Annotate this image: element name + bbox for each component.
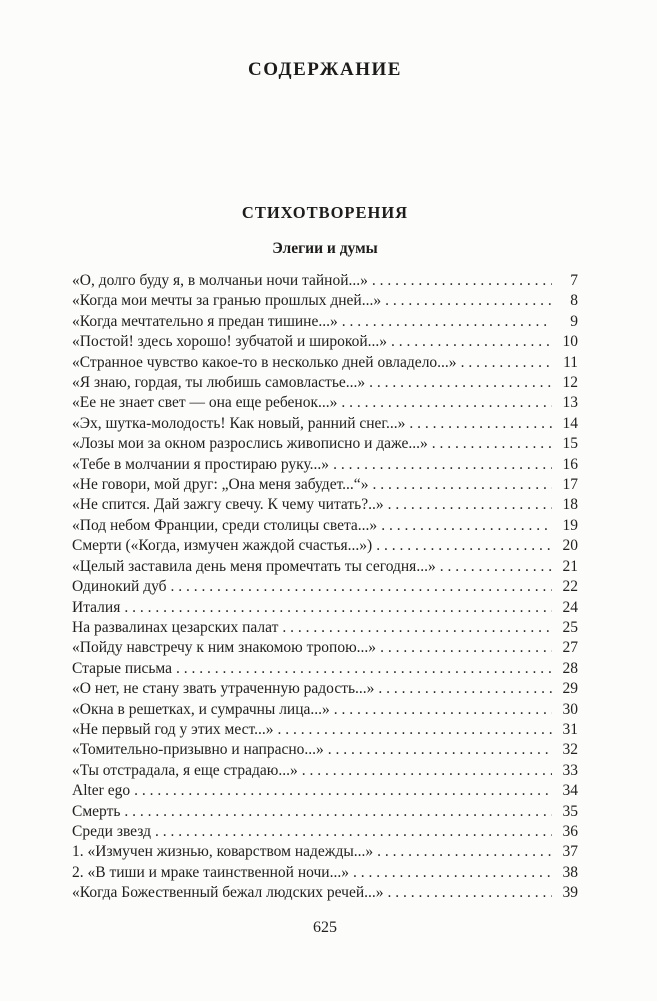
toc-entry [72, 495, 578, 515]
toc-entry-title: «Ее не знает свет — она еще ребенок...» [72, 394, 338, 412]
toc-entry-title: «Целый заставила день меня промечтать ты сегодня...» [72, 557, 436, 575]
toc-entry-title: Италия [72, 598, 121, 616]
toc-entry-title: «Странное чувство какое-то в несколько дней овладело...» [72, 353, 457, 371]
dot-leader [388, 883, 553, 903]
toc-entry [72, 598, 578, 618]
subsection-heading: Элегии и думы [272, 240, 378, 257]
toc-entry-title: «Постой! здесь хорошо! зубчатой и широкой...» [72, 333, 388, 351]
toc-entry-title: На развалинах цезарских палат [72, 618, 279, 636]
toc-entry [72, 781, 578, 801]
toc-entry-page: 17 [562, 476, 578, 494]
toc-entry-title: «Лозы мои за окном разрослись живописно и даже...» [72, 435, 428, 453]
toc-entry-title: «Под небом Франции, среди столицы света...» [72, 516, 378, 534]
toc-entry [72, 761, 578, 781]
toc-entry-page: 11 [563, 353, 578, 371]
toc-entry [72, 659, 578, 679]
toc-entry [72, 802, 578, 822]
toc-entry [72, 842, 578, 862]
dot-leader [381, 516, 552, 536]
toc-entry-title: 2. «В тиши и мраке таинственной ночи...» [72, 863, 349, 881]
toc-entry-title: «Когда мои мечты за гранью прошлых дней...» [72, 292, 382, 310]
toc-entry-page: 27 [562, 639, 578, 657]
toc-entry [72, 332, 578, 352]
dot-leader [372, 271, 552, 291]
toc-entry [72, 414, 578, 434]
toc-entry-page: 20 [562, 537, 578, 555]
toc-entry-title: «Пойду навстречу к ним знакомою тропою...» [72, 639, 377, 657]
dot-leader [176, 659, 552, 679]
dot-leader [385, 291, 552, 311]
dot-leader [377, 842, 552, 862]
toc-entry-title: Среди звезд [72, 822, 151, 840]
dot-leader [328, 740, 552, 760]
dot-leader [440, 557, 552, 577]
dot-leader [155, 822, 552, 842]
dot-leader [376, 536, 552, 556]
toc-entry [72, 312, 578, 332]
section-heading: СТИХОТВОРЕНИЯ [241, 203, 409, 222]
toc-entry [72, 475, 578, 495]
toc-entry-page: 25 [562, 618, 578, 636]
toc-entry [72, 638, 578, 658]
dot-leader [432, 434, 552, 454]
toc-entry-title: «Не первый год у этих мест...» [72, 720, 274, 738]
dot-leader [171, 577, 552, 597]
dot-leader [282, 618, 552, 638]
toc-entry-page: 34 [562, 782, 578, 800]
toc-entry-page: 28 [562, 659, 578, 677]
dot-leader [391, 332, 552, 352]
dot-leader [372, 475, 552, 495]
toc-entry-title: «О, долго буду я, в молчаньи ночи тайной...» [72, 272, 368, 289]
toc-entry-page: 38 [562, 863, 578, 881]
toc-entry-page: 39 [562, 884, 578, 902]
toc-entry-page: 36 [562, 822, 578, 840]
contents-title: СОДЕРЖАНИЕ [248, 59, 402, 80]
dot-leader [124, 802, 552, 822]
toc-entry-title: «Эх, шутка-молодость! Как новый, ранний снег...» [72, 414, 406, 432]
toc-entry [72, 822, 578, 842]
dot-leader [333, 455, 552, 475]
toc-entry-page: 31 [562, 720, 578, 738]
toc-entry [72, 455, 578, 475]
toc-entry [72, 700, 578, 720]
page-number: 625 [313, 918, 337, 936]
toc-entry-page: 32 [562, 741, 578, 759]
toc-entry-page: 22 [562, 578, 578, 596]
toc-entry-page: 9 [570, 312, 578, 330]
toc-entry [72, 353, 578, 373]
toc-entry-page: 12 [562, 374, 578, 392]
dot-leader [134, 781, 552, 801]
toc-entry-page: 16 [562, 455, 578, 473]
toc-entry-title: «О нет, не стану звать утраченную радость...» [72, 680, 375, 698]
toc-entry-page: 24 [562, 598, 578, 616]
dot-leader [341, 393, 552, 413]
toc-entry-title: «Не говори, мой друг: „Она меня забудет...“» [72, 476, 369, 494]
toc-entry-page: 35 [562, 802, 578, 820]
toc-entry-page: 29 [562, 680, 578, 698]
toc-entry-title: Смерти («Когда, измучен жаждой счастья...») [72, 537, 373, 555]
toc-entry-title: Старые письма [72, 659, 173, 677]
toc-entry [72, 434, 578, 454]
toc-entry-page: 30 [562, 700, 578, 718]
toc-entry-page: 13 [562, 394, 578, 412]
toc-entry [72, 393, 578, 413]
toc-entry-page: 18 [562, 496, 578, 514]
toc-entry-page: 14 [562, 414, 578, 432]
dot-leader [388, 495, 552, 515]
toc-entry-title: Alter ego [72, 782, 131, 800]
toc-entry-title: 1. «Измучен жизнью, коварством надежды...» [72, 843, 374, 861]
toc-entry-title: «Томительно-призывно и напрасно...» [72, 741, 324, 759]
toc-entry [72, 557, 578, 577]
dot-leader [342, 312, 552, 332]
toc-entry-title: «Когда Божественный бежал людских речей...» [72, 884, 384, 902]
dot-leader [409, 414, 552, 434]
toc-entry [72, 618, 578, 638]
toc-entry-title: «Я знаю, гордая, ты любишь самовластье...» [72, 374, 366, 392]
dot-leader [378, 679, 552, 699]
toc-entry-title: «Ты отстрадала, я еще страдаю...» [72, 761, 298, 779]
toc-entry-page: 21 [562, 557, 578, 575]
dot-leader [124, 598, 552, 618]
dot-leader [353, 863, 552, 883]
toc-entry [72, 516, 578, 536]
dot-leader [334, 700, 552, 720]
toc-entry-title: «Тебе в молчании я простираю руку...» [72, 455, 330, 473]
toc-entry [72, 883, 578, 903]
toc-entry [72, 271, 578, 291]
dot-leader [369, 373, 552, 393]
toc-entry-title: Смерть [72, 802, 121, 820]
toc-entry-page: 33 [562, 761, 578, 779]
dot-leader [277, 720, 552, 740]
toc-entry [72, 536, 578, 556]
toc-entry-title: «Когда мечтательно я предан тишине...» [72, 312, 338, 330]
toc-entry [72, 577, 578, 597]
toc-entry [72, 740, 578, 760]
toc-entry [72, 291, 578, 311]
toc-entry-page: 15 [562, 435, 578, 453]
toc-entry [72, 679, 578, 699]
toc-entry-page: 10 [562, 333, 578, 351]
toc-list [72, 271, 578, 904]
toc-entry [72, 863, 578, 883]
toc-entry [72, 373, 578, 393]
toc-entry-page: 7 [570, 272, 578, 289]
toc-entry-title: «Окна в решетках, и сумрачны лица...» [72, 700, 330, 718]
toc-entry-title: Одинокий дуб [72, 578, 167, 596]
dot-leader [461, 353, 552, 373]
toc-entry-page: 19 [562, 516, 578, 534]
toc-entry-page: 8 [570, 292, 578, 310]
dot-leader [380, 638, 552, 658]
toc-entry-title: «Не спится. Дай зажгу свечу. К чему читать?..» [72, 496, 384, 514]
toc-entry [72, 720, 578, 740]
toc-entry-page: 37 [562, 843, 578, 861]
dot-leader [302, 761, 552, 781]
